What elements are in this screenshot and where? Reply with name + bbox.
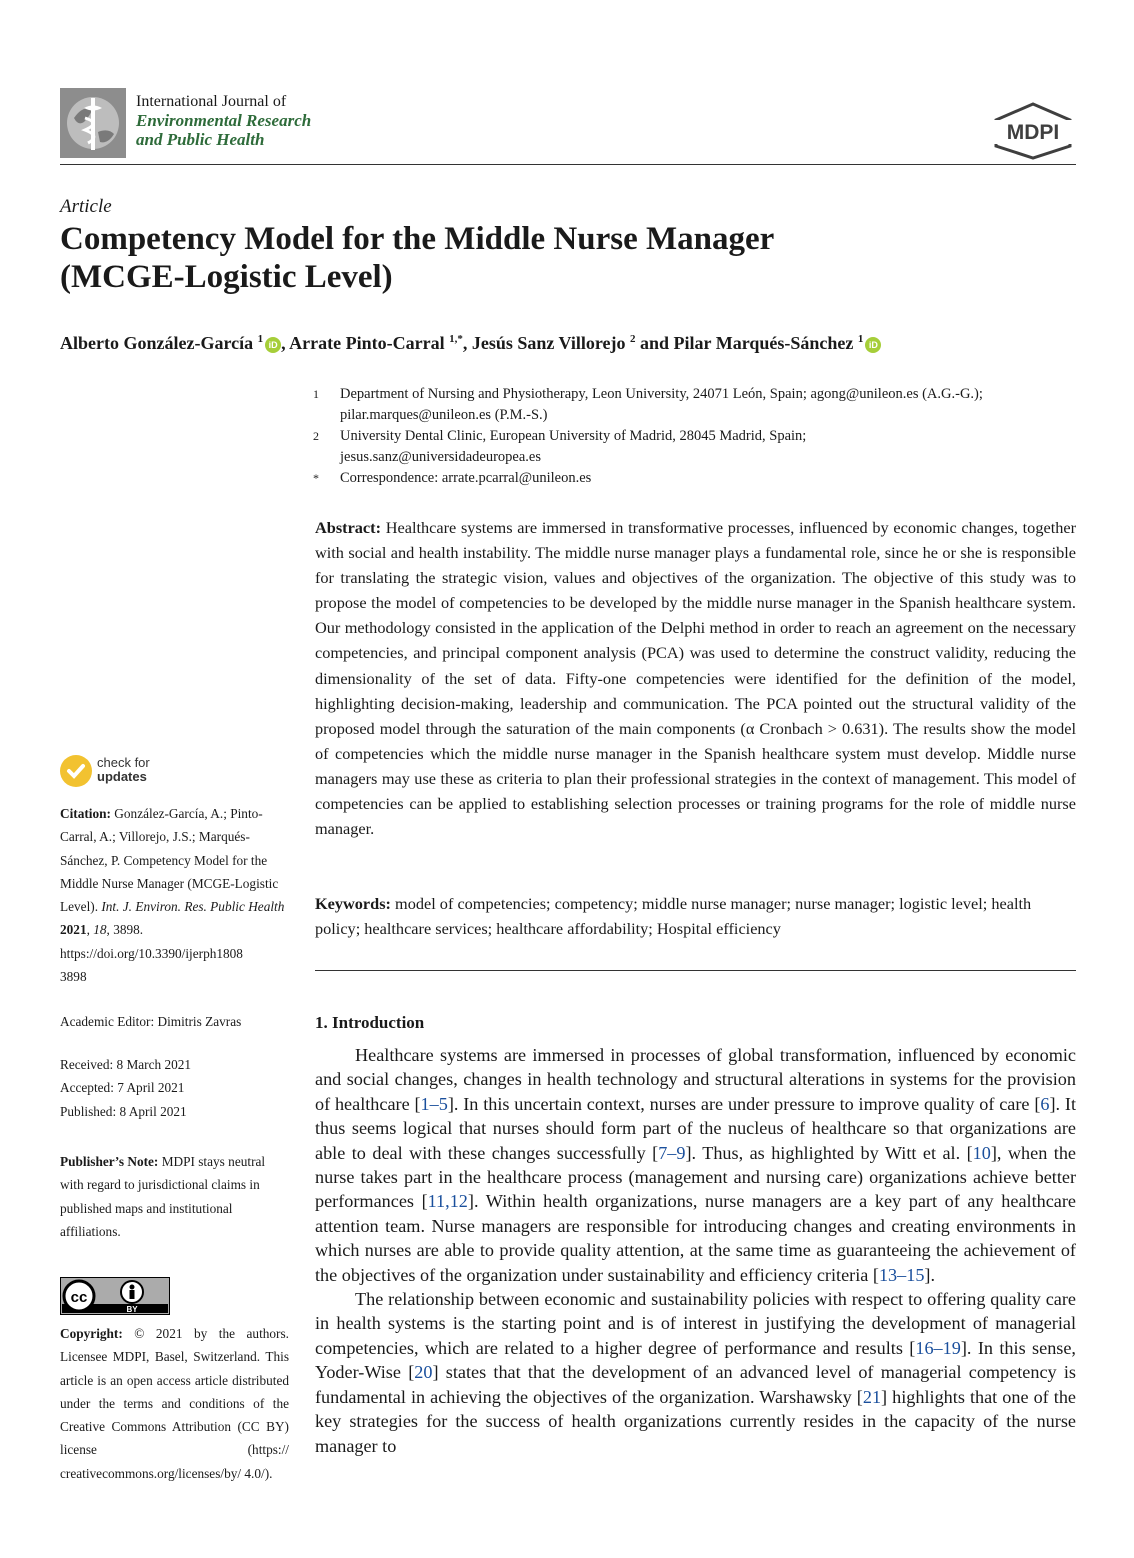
affiliation-mark: 2 (313, 429, 319, 443)
header-divider (60, 164, 1076, 165)
author-separator: , (281, 333, 290, 353)
citation-text: González-García, A.; Pinto-Carral, A.; Villorejo, J.S.; Marqués-Sánchez, P. Competency Model for the Middle Nurse Manager (MCGE-Logistic Level). (60, 806, 279, 915)
reference-link[interactable]: 10 (972, 1142, 991, 1163)
keywords-label: Keywords: (315, 894, 391, 913)
pubnote-label: Publisher’s Note: (60, 1154, 159, 1169)
mdpi-logo-text: MDPI (1006, 121, 1060, 144)
affiliation-item (313, 384, 1083, 426)
cc-by-license-icon[interactable] (60, 1277, 170, 1315)
author-affiliation-mark: 1 (857, 333, 864, 345)
affiliation-line: Department of Nursing and Physiotherapy, Leon University, 24071 León, Spain; agong@unileon.es (A.G.-G.); (340, 386, 983, 402)
affiliation-mark: * (313, 471, 319, 485)
accepted-date: Accepted: 7 April 2021 (60, 1080, 185, 1096)
intro-paragraph-2 (315, 1287, 1076, 1458)
citation-block: Citation: González-García, A.; Pinto-Carral, A.; Villorejo, J.S.; Marqués-Sánchez, P. Competency Model for the Middle Nurse Manager (MCGE-Logistic Level). Int. J. Environ. Res. Public Health 2021, 18, 3898. https://doi.org/10.3390/ijerph1808 3898 (60, 802, 292, 988)
citation-doi-line2: 3898 (60, 969, 87, 985)
caduceus-globe-icon (60, 88, 126, 158)
citation-label: Citation: (60, 806, 111, 821)
affiliations (313, 384, 1083, 489)
citation-doi-link[interactable] (60, 942, 292, 989)
copyright-label: Copyright: (60, 1326, 123, 1341)
affiliation-line: pilar.marques@unileon.es (P.M.-S.) (340, 407, 548, 423)
citation-doi-line1: https://doi.org/10.3390/ijerph1808 (60, 945, 243, 961)
author-name: Pilar Marqués-Sánchez (673, 333, 854, 353)
author-name: Jesús Sanz Villorejo (471, 333, 626, 353)
title-line1: Competency Model for the Middle Nurse Manager (60, 221, 775, 257)
svg-text:cc: cc (70, 1289, 88, 1306)
copyright-block (60, 1322, 289, 1485)
check-text-line2: updates (97, 769, 147, 784)
title-line2: (MCGE-Logistic Level) (60, 259, 393, 295)
reference-link[interactable]: 6 (1040, 1093, 1050, 1114)
article-type: Article (60, 196, 112, 217)
reference-link[interactable]: 7–9 (658, 1142, 686, 1163)
paragraph-text: ]. In this uncertain context, nurses are under pressure to improve quality of care [ (447, 1093, 1041, 1114)
reference-link[interactable]: 20 (414, 1362, 433, 1383)
paragraph-text: ]. It thus seems logical that nurses should form part of the nucleus of healthcare so that organizations are able to deal with these changes successfully [ (315, 1093, 1076, 1163)
citation-pages: , 3898. (106, 922, 144, 938)
affiliation-mark: 1 (313, 387, 319, 401)
academic-editor: Academic Editor: Dimitris Zavras (60, 1014, 242, 1029)
paragraph-text: ]. Thus, as highlighted by Witt et al. [ (685, 1142, 973, 1163)
citation-year: 2021 (60, 922, 87, 938)
paragraph-text: ] states that that the development of an advanced level of managerial competency is fundamental in achieving the objectives of the organization. Warshawsky [ (315, 1362, 1076, 1407)
author-name: Alberto González-García (60, 333, 254, 353)
paragraph-text: Healthcare systems are immersed in processes of global transformation, influenced by economic and social changes, changes in health technology and structural alterations in systems for the provision of healthcare [ (315, 1045, 1076, 1114)
paragraph-text: The relationship between economic and sustainability policies with respect to offering quality care in health systems is the starting point and is of interest in justifying the development of managerial competencies, which are related to a higher degree of performance and results [ (315, 1289, 1076, 1358)
paragraph-text: ]. (924, 1264, 936, 1285)
checkmark-icon (60, 755, 92, 787)
abstract-text: Healthcare systems are immersed in transformative processes, influenced by economic changes, together with social and health instability. The middle nurse manager plays a fundamental role, since he or she is responsible for translating the strategic vision, values and objectives of the organization. The objective of this study was to propose the model of competencies to be developed by the middle nurse manager in the Spanish healthcare system. Our methodology consisted in the application of the Delphi method in order to reach an agreement on the necessary competencies, and principal component analysis (PCA) was used to determine the construct validity, reducing the dimensionality of the set of data. Fifty-one competencies were identified for the definition of the model, highlighting decision-making, leadership and communication. The PCA pointed out the structural validity of the proposed model through the saturation of the main components (α Cronbach > 0.631). The results show the model of competencies which the middle nurse manager in the Spanish healthcare system must develop. Middle nurse managers may use these as criteria to plan their professional strategies in the context of management. This model of competencies can be applied to establishing selection processes or training programs for the role of middle nurse manager. (315, 518, 1077, 839)
journal-name-line3: and Public Health (136, 130, 265, 149)
journal-name-line2: Environmental Research (136, 111, 312, 130)
citation-journal: Int. J. Environ. Res. Public Health (101, 899, 285, 915)
affiliation-line: Correspondence: arrate.pcarral@unileon.es (340, 470, 592, 486)
copyright-text: © 2021 by the authors. Licensee MDPI, Basel, Switzerland. This article is an open access article distributed under the terms and conditions of the Creative Commons Attribution (CC BY) license (https:// creativecommons.org/licenses/by/ 4.0/). (60, 1326, 289, 1481)
published-date: Published: 8 April 2021 (60, 1103, 187, 1119)
journal-header (60, 88, 1076, 164)
check-for-updates-badge[interactable] (60, 754, 190, 790)
author-list (60, 327, 1076, 355)
reference-link[interactable]: 1–5 (420, 1093, 448, 1114)
reference-link[interactable]: 21 (862, 1386, 882, 1407)
cc-by-label: BY (126, 1305, 138, 1314)
intro-paragraph-1 (315, 1043, 1076, 1287)
orcid-icon[interactable]: iD (265, 337, 281, 353)
reference-link[interactable]: 13–15 (878, 1264, 925, 1285)
author-affiliation-mark: 1,* (449, 333, 463, 345)
received-date: Received: 8 March 2021 (60, 1057, 192, 1072)
article-title (60, 220, 1060, 296)
affiliation-line: jesus.sanz@universidadeuropea.es (340, 449, 541, 465)
citation-volume: 18 (93, 922, 107, 938)
dates-block (60, 1053, 292, 1123)
keywords-text: model of competencies; competency; middle nurse manager; nurse manager; logistic level; health policy; healthcare services; healthcare affordability; Hospital efficiency (315, 894, 1032, 939)
affiliation-item (313, 468, 1083, 489)
orcid-icon[interactable]: iD (865, 337, 881, 353)
paragraph-text: ], when the nurse takes part in the healthcare process (management and nursing care) organizations achieve better performances [ (315, 1142, 1076, 1212)
mdpi-logo (990, 102, 1076, 160)
author-separator: and (635, 333, 674, 353)
author-name: Arrate Pinto-Carral (289, 333, 445, 353)
pubnote-text: MDPI stays neutral with regard to jurisdictional claims in published maps and institutional affiliations. (60, 1154, 266, 1239)
keywords (315, 891, 1076, 941)
abstract-label: Abstract: (315, 518, 382, 537)
paragraph-text: ]. Within health organizations, nurse managers are a key part of any healthcare attention team. Nurse managers are responsible for introducing changes and creating environments in which nurses are able to provide quality attention, at the same time as guaranteeing the achievement of the objectives of the organization under sustainability and efficiency criteria [ (315, 1191, 1076, 1285)
reference-link[interactable]: 11,12 (427, 1191, 468, 1212)
journal-name (136, 92, 311, 149)
abstract (315, 515, 1076, 841)
section-heading-introduction: 1. Introduction (315, 1013, 425, 1032)
introduction-body (315, 1043, 1076, 1458)
paragraph-text: ] highlights that one of the key strategies for the success of health organizations currently resides in the capacity of the nurse manager to (315, 1386, 1076, 1456)
paragraph-text: ]. In this sense, Yoder-Wise [ (315, 1337, 1076, 1383)
author-affiliation-mark: 2 (630, 333, 636, 345)
check-text-line1: check for (97, 755, 150, 770)
author-separator: , (462, 333, 472, 353)
author-affiliation-mark: 1 (257, 333, 264, 345)
journal-logo (60, 88, 126, 158)
reference-link[interactable]: 16–19 (915, 1337, 961, 1358)
affiliation-line: University Dental Clinic, European University of Madrid, 28045 Madrid, Spain; (340, 428, 807, 444)
keywords-divider (315, 970, 1076, 971)
publishers-note (60, 1150, 292, 1243)
journal-name-line1: International Journal of (136, 93, 287, 110)
affiliation-item (313, 426, 1083, 468)
